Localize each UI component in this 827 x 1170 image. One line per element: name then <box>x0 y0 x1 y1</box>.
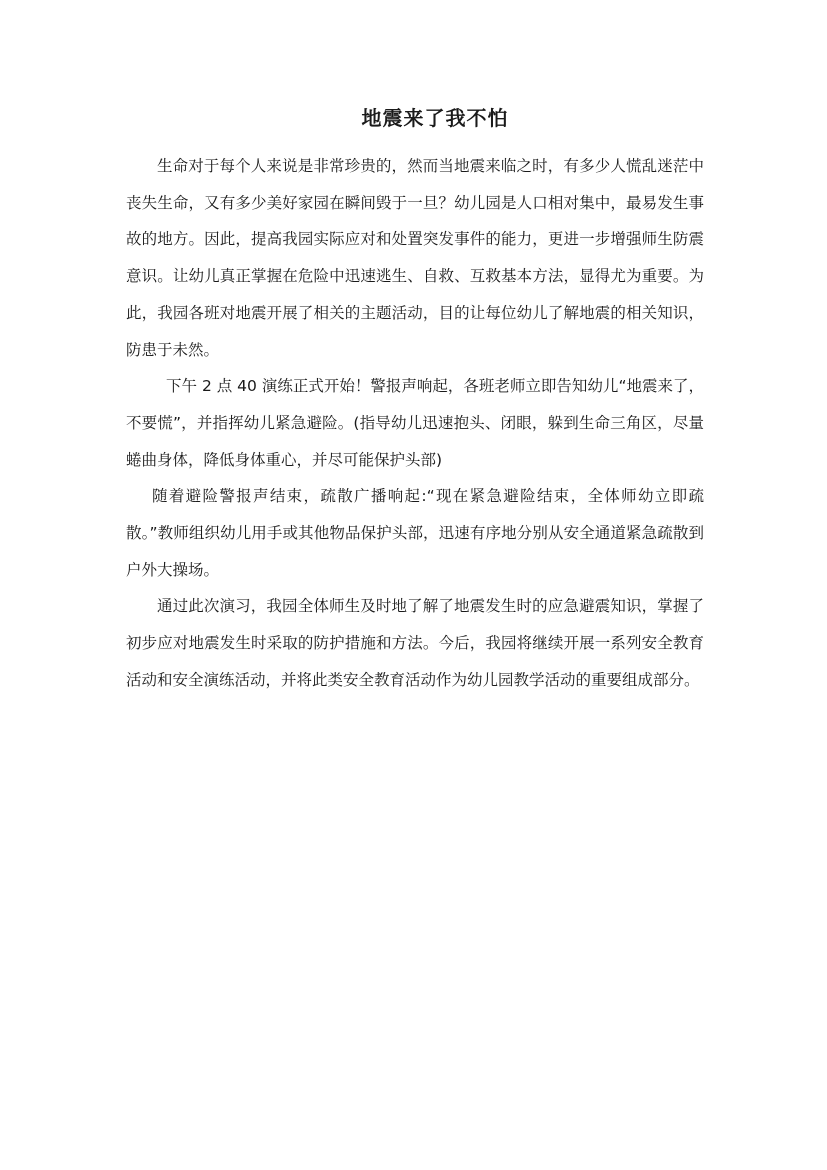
paragraph-3: 随着避险警报声结束，疏散广播响起:“现在紧急避险结束，全体师幼立即疏散。”教师组织幼儿用手或其他物品保护头部，迅速有序地分别从安全通道紧急疏散到户外大操场。 <box>126 487 704 579</box>
paragraph-4: 通过此次演习，我园全体师生及时地了解了地震发生时的应急避震知识，掌握了初步应对地震发生时采取的防护措施和方法。今后，我园将继续开展一系列安全教育活动和安全演练活动，并将此类安全教育活动作为幼儿园教学活动的重要组成部分。 <box>126 597 704 689</box>
paragraph-1: 生命对于每个人来说是非常珍贵的，然而当地震来临之时，有多少人慌乱迷茫中丧失生命，又有多少美好家园在瞬间毁于一旦？幼儿园是人口相对集中，最易发生事故的地方。因此，提高我园实际应对和处置突发事件的能力，更进一步增强师生防震意识。让幼儿真正掌握在危险中迅速逃生、自救、互救基本方法，显得尤为重要。为此，我园各班对地震开展了相关的主题活动，目的让每位幼儿了解地震的相关知识，防患于未然。 <box>126 157 704 359</box>
paragraph-2: 下午 2 点 40 演练正式开始！警报声响起，各班老师立即告知幼儿“地震来了，不要慌”，并指挥幼儿紧急避险。(指导幼儿迅速抱头、闭眼，躲到生命三角区，尽量蜷曲身体，降低身体重心，并尽可能保护头部) <box>126 377 704 469</box>
document-body <box>126 148 704 699</box>
document-title: 地震来了我不怕 <box>361 106 509 130</box>
